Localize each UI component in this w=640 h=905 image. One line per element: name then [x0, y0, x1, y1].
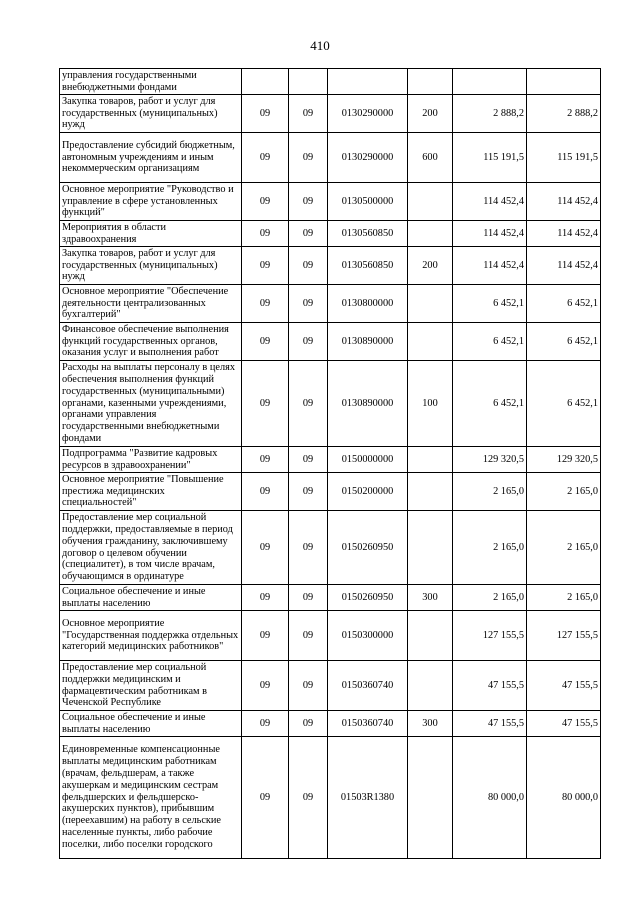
row-amount-1: 114 452,4: [453, 247, 527, 285]
row-name: Расходы на выплаты персоналу в целях обеспечения выполнения функций государственных (муниципальными) органами, казенными учреждениями, органами управления государственными внебюджетными фондами: [60, 361, 242, 447]
row-amount-1: 47 155,5: [453, 711, 527, 737]
row-amount-2: 115 191,5: [527, 133, 601, 183]
table-row: [60, 95, 601, 133]
table-row: [60, 221, 601, 247]
row-section: 09: [242, 285, 289, 323]
row-target-article: 0150000000: [328, 447, 408, 473]
row-subsection: 09: [289, 361, 328, 447]
row-name: Финансовое обеспечение выполнения функций государственных органов, оказания услуг и выполнения работ: [60, 323, 242, 361]
row-name: Основное мероприятие "Повышение престижа медицинских специальностей": [60, 473, 242, 511]
row-amount-1: 6 452,1: [453, 285, 527, 323]
row-name: Предоставление субсидий бюджетным, автономным учреждениям и иным некоммерческим организациям: [60, 133, 242, 183]
row-target-article: 0130290000: [328, 133, 408, 183]
row-section: 09: [242, 473, 289, 511]
row-expense-type: [408, 285, 453, 323]
row-expense-type: 200: [408, 247, 453, 285]
budget-table-body: [60, 69, 601, 859]
row-section: 09: [242, 323, 289, 361]
table-row: [60, 585, 601, 611]
row-section: 09: [242, 133, 289, 183]
row-target-article: 0130560850: [328, 221, 408, 247]
row-expense-type: [408, 69, 453, 95]
row-expense-type: [408, 511, 453, 585]
row-target-article: 0150260950: [328, 585, 408, 611]
row-section: 09: [242, 95, 289, 133]
row-target-article: 0130890000: [328, 323, 408, 361]
row-amount-1: 115 191,5: [453, 133, 527, 183]
table-row: [60, 323, 601, 361]
row-target-article: 0150300000: [328, 611, 408, 661]
table-row: [60, 447, 601, 473]
row-amount-2: 6 452,1: [527, 361, 601, 447]
row-amount-1: 6 452,1: [453, 361, 527, 447]
table-row: [60, 711, 601, 737]
row-amount-1: 127 155,5: [453, 611, 527, 661]
row-subsection: 09: [289, 95, 328, 133]
row-amount-2: 114 452,4: [527, 183, 601, 221]
row-amount-1: 129 320,5: [453, 447, 527, 473]
row-expense-type: 100: [408, 361, 453, 447]
table-row: [60, 737, 601, 859]
row-name: Подпрограмма "Развитие кадровых ресурсов в здравоохранении": [60, 447, 242, 473]
row-amount-1: 6 452,1: [453, 323, 527, 361]
row-amount-1: 114 452,4: [453, 221, 527, 247]
row-amount-2: [527, 69, 601, 95]
row-amount-2: 47 155,5: [527, 711, 601, 737]
row-name: Предоставление мер социальной поддержки медицинским и фармацевтическим работникам в Чеченской Республике: [60, 661, 242, 711]
row-expense-type: 600: [408, 133, 453, 183]
row-subsection: 09: [289, 661, 328, 711]
row-name: управления государственными внебюджетными фондами: [60, 69, 242, 95]
row-subsection: 09: [289, 285, 328, 323]
row-amount-1: 114 452,4: [453, 183, 527, 221]
row-amount-2: 2 888,2: [527, 95, 601, 133]
table-row: [60, 661, 601, 711]
row-amount-2: 2 165,0: [527, 511, 601, 585]
row-subsection: 09: [289, 737, 328, 859]
table-row: [60, 133, 601, 183]
row-subsection: 09: [289, 133, 328, 183]
row-amount-2: 2 165,0: [527, 473, 601, 511]
row-expense-type: [408, 447, 453, 473]
row-amount-2: 114 452,4: [527, 247, 601, 285]
row-subsection: 09: [289, 611, 328, 661]
row-expense-type: [408, 323, 453, 361]
row-name: Основное мероприятие "Обеспечение деятельности централизованных бухгалтерий": [60, 285, 242, 323]
row-name: Предоставление мер социальной поддержки, предоставляемые в период обучения гражданину, заключившему договор о целевом обучении (специалитет), в том числе врачам, обучающимся в ординатуре: [60, 511, 242, 585]
row-section: 09: [242, 511, 289, 585]
row-subsection: 09: [289, 473, 328, 511]
row-name: Социальное обеспечение и иные выплаты населению: [60, 711, 242, 737]
row-section: 09: [242, 661, 289, 711]
table-row: [60, 183, 601, 221]
row-expense-type: [408, 737, 453, 859]
row-section: 09: [242, 221, 289, 247]
budget-table: [59, 68, 601, 859]
row-amount-2: 129 320,5: [527, 447, 601, 473]
row-amount-1: 2 165,0: [453, 585, 527, 611]
table-row: [60, 69, 601, 95]
row-name: Закупка товаров, работ и услуг для государственных (муниципальных) нужд: [60, 247, 242, 285]
row-expense-type: [408, 221, 453, 247]
row-amount-2: 114 452,4: [527, 221, 601, 247]
table-row: [60, 247, 601, 285]
row-section: 09: [242, 711, 289, 737]
row-amount-1: 2 165,0: [453, 473, 527, 511]
row-target-article: 0130290000: [328, 95, 408, 133]
row-section: 09: [242, 737, 289, 859]
row-target-article: 0150360740: [328, 711, 408, 737]
row-name: Мероприятия в области здравоохранения: [60, 221, 242, 247]
row-expense-type: [408, 473, 453, 511]
row-name: Основное мероприятие "Руководство и управление в сфере установленных функций": [60, 183, 242, 221]
row-subsection: 09: [289, 447, 328, 473]
row-target-article: 01503R1380: [328, 737, 408, 859]
row-amount-1: 80 000,0: [453, 737, 527, 859]
row-amount-1: 2 888,2: [453, 95, 527, 133]
row-amount-2: 47 155,5: [527, 661, 601, 711]
row-subsection: 09: [289, 221, 328, 247]
row-section: 09: [242, 611, 289, 661]
row-subsection: 09: [289, 183, 328, 221]
table-row: [60, 511, 601, 585]
row-amount-2: 127 155,5: [527, 611, 601, 661]
row-amount-2: 80 000,0: [527, 737, 601, 859]
row-subsection: 09: [289, 711, 328, 737]
row-section: 09: [242, 183, 289, 221]
page-number: 410: [310, 38, 330, 53]
row-section: [242, 69, 289, 95]
row-amount-2: 6 452,1: [527, 285, 601, 323]
row-amount-1: 47 155,5: [453, 661, 527, 711]
row-subsection: [289, 69, 328, 95]
row-name: Основное мероприятие "Государственная поддержка отдельных категорий медицинских работников": [60, 611, 242, 661]
row-target-article: 0150360740: [328, 661, 408, 711]
row-amount-2: 2 165,0: [527, 585, 601, 611]
row-target-article: 0150200000: [328, 473, 408, 511]
row-section: 09: [242, 361, 289, 447]
table-row: [60, 611, 601, 661]
row-expense-type: [408, 183, 453, 221]
row-expense-type: [408, 661, 453, 711]
table-row: [60, 473, 601, 511]
row-name: Социальное обеспечение и иные выплаты населению: [60, 585, 242, 611]
row-amount-1: 2 165,0: [453, 511, 527, 585]
row-section: 09: [242, 585, 289, 611]
row-section: 09: [242, 447, 289, 473]
row-name: Закупка товаров, работ и услуг для государственных (муниципальных) нужд: [60, 95, 242, 133]
row-subsection: 09: [289, 247, 328, 285]
row-expense-type: [408, 611, 453, 661]
row-target-article: 0130560850: [328, 247, 408, 285]
row-target-article: 0150260950: [328, 511, 408, 585]
row-expense-type: 200: [408, 95, 453, 133]
row-subsection: 09: [289, 585, 328, 611]
table-row: [60, 361, 601, 447]
row-subsection: 09: [289, 511, 328, 585]
row-target-article: 0130500000: [328, 183, 408, 221]
row-amount-2: 6 452,1: [527, 323, 601, 361]
row-expense-type: 300: [408, 585, 453, 611]
row-section: 09: [242, 247, 289, 285]
row-amount-1: [453, 69, 527, 95]
row-expense-type: 300: [408, 711, 453, 737]
row-name: Единовременные компенсационные выплаты медицинским работникам (врачам, фельдшерам, а также акушеркам и медицинским сестрам фельдшерских и фельдшерско-акушерских пунктов), прибывшим (переехавшим) на работу в сельские населенные пункты, либо рабочие поселки, либо поселки городского: [60, 737, 242, 859]
row-target-article: [328, 69, 408, 95]
row-target-article: 0130890000: [328, 361, 408, 447]
row-target-article: 0130800000: [328, 285, 408, 323]
table-row: [60, 285, 601, 323]
row-subsection: 09: [289, 323, 328, 361]
